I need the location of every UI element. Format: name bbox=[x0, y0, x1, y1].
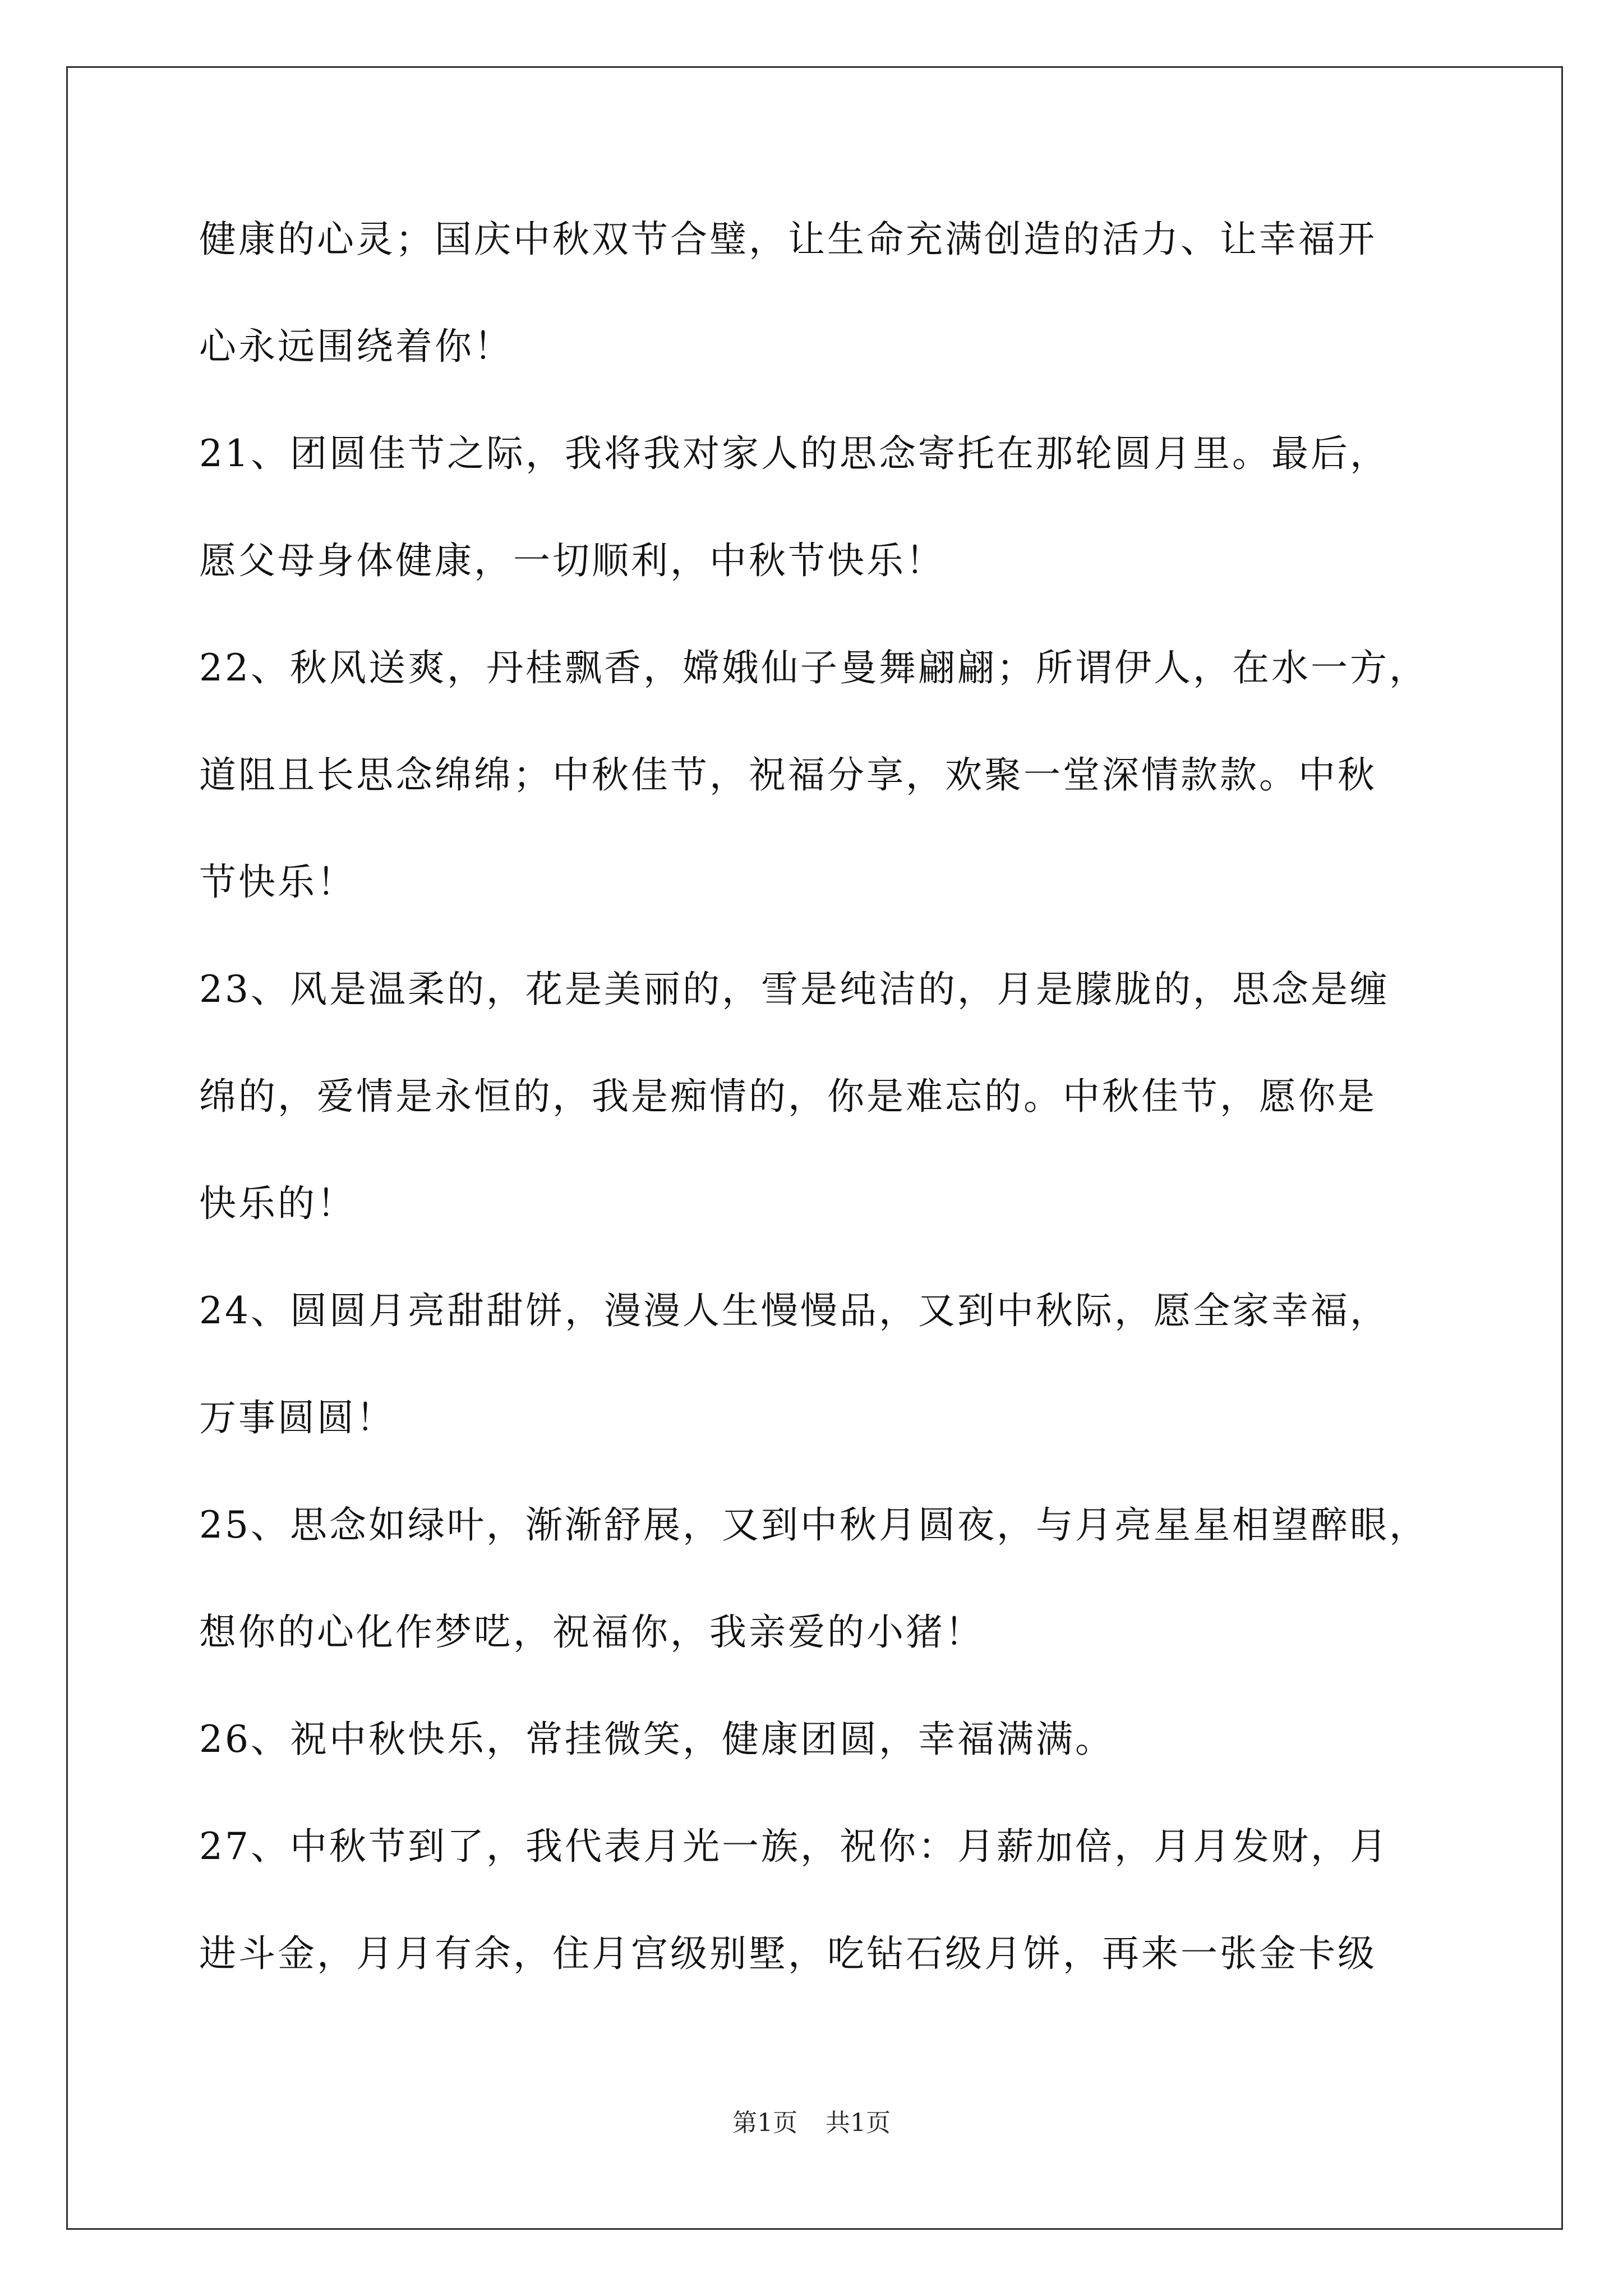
page-number-current: 第1页 bbox=[732, 2109, 797, 2137]
text-line: 25、思念如绿叶，渐渐舒展，又到中秋月圆夜，与月亮星星相望醉眼， bbox=[199, 1503, 1428, 1547]
text-line: 23、风是温柔的，花是美丽的，雪是纯洁的，月是朦胧的，思念是缠 bbox=[199, 968, 1389, 1011]
text-line: 26、祝中秋快乐，常挂微笑，健康团圆，幸福满满。 bbox=[199, 1718, 1114, 1761]
text-line: 进斗金，月月有余，住月宫级别墅，吃钻石级月饼，再来一张金卡级 bbox=[199, 1932, 1377, 1975]
text-line: 绵的，爱情是永恒的，我是痴情的，你是难忘的。中秋佳节，愿你是 bbox=[199, 1075, 1377, 1118]
document-body bbox=[199, 219, 1472, 2041]
text-line: 27、中秋节到了，我代表月光一族，祝你：月薪加倍，月月发财，月 bbox=[199, 1825, 1389, 1868]
page-number-total: 共1页 bbox=[826, 2109, 891, 2137]
text-line: 21、团圆佳节之际，我将我对家人的思念寄托在那轮圆月里。最后， bbox=[199, 432, 1389, 475]
text-line: 想你的心化作梦呓，祝福你，我亲爱的小猪！ bbox=[199, 1611, 984, 1654]
page-footer bbox=[0, 2102, 1623, 2138]
text-line: 快乐的！ bbox=[199, 1182, 356, 1225]
text-line: 22、秋风送爽，丹桂飘香，嫦娥仙子曼舞翩翩；所谓伊人，在水一方， bbox=[199, 646, 1428, 689]
text-line: 节快乐！ bbox=[199, 861, 356, 904]
text-line: 心永远围绕着你！ bbox=[199, 325, 513, 368]
text-line: 24、圆圆月亮甜甜饼，漫漫人生慢慢品，又到中秋际，愿全家幸福， bbox=[199, 1289, 1389, 1332]
text-line: 健康的心灵；国庆中秋双节合璧，让生命充满创造的活力、让幸福开 bbox=[199, 218, 1377, 261]
text-line: 道阻且长思念绵绵；中秋佳节，祝福分享，欢聚一堂深情款款。中秋 bbox=[199, 753, 1377, 797]
text-line: 万事圆圆！ bbox=[199, 1396, 395, 1439]
text-line: 愿父母身体健康，一切顺利，中秋节快乐！ bbox=[199, 539, 945, 582]
